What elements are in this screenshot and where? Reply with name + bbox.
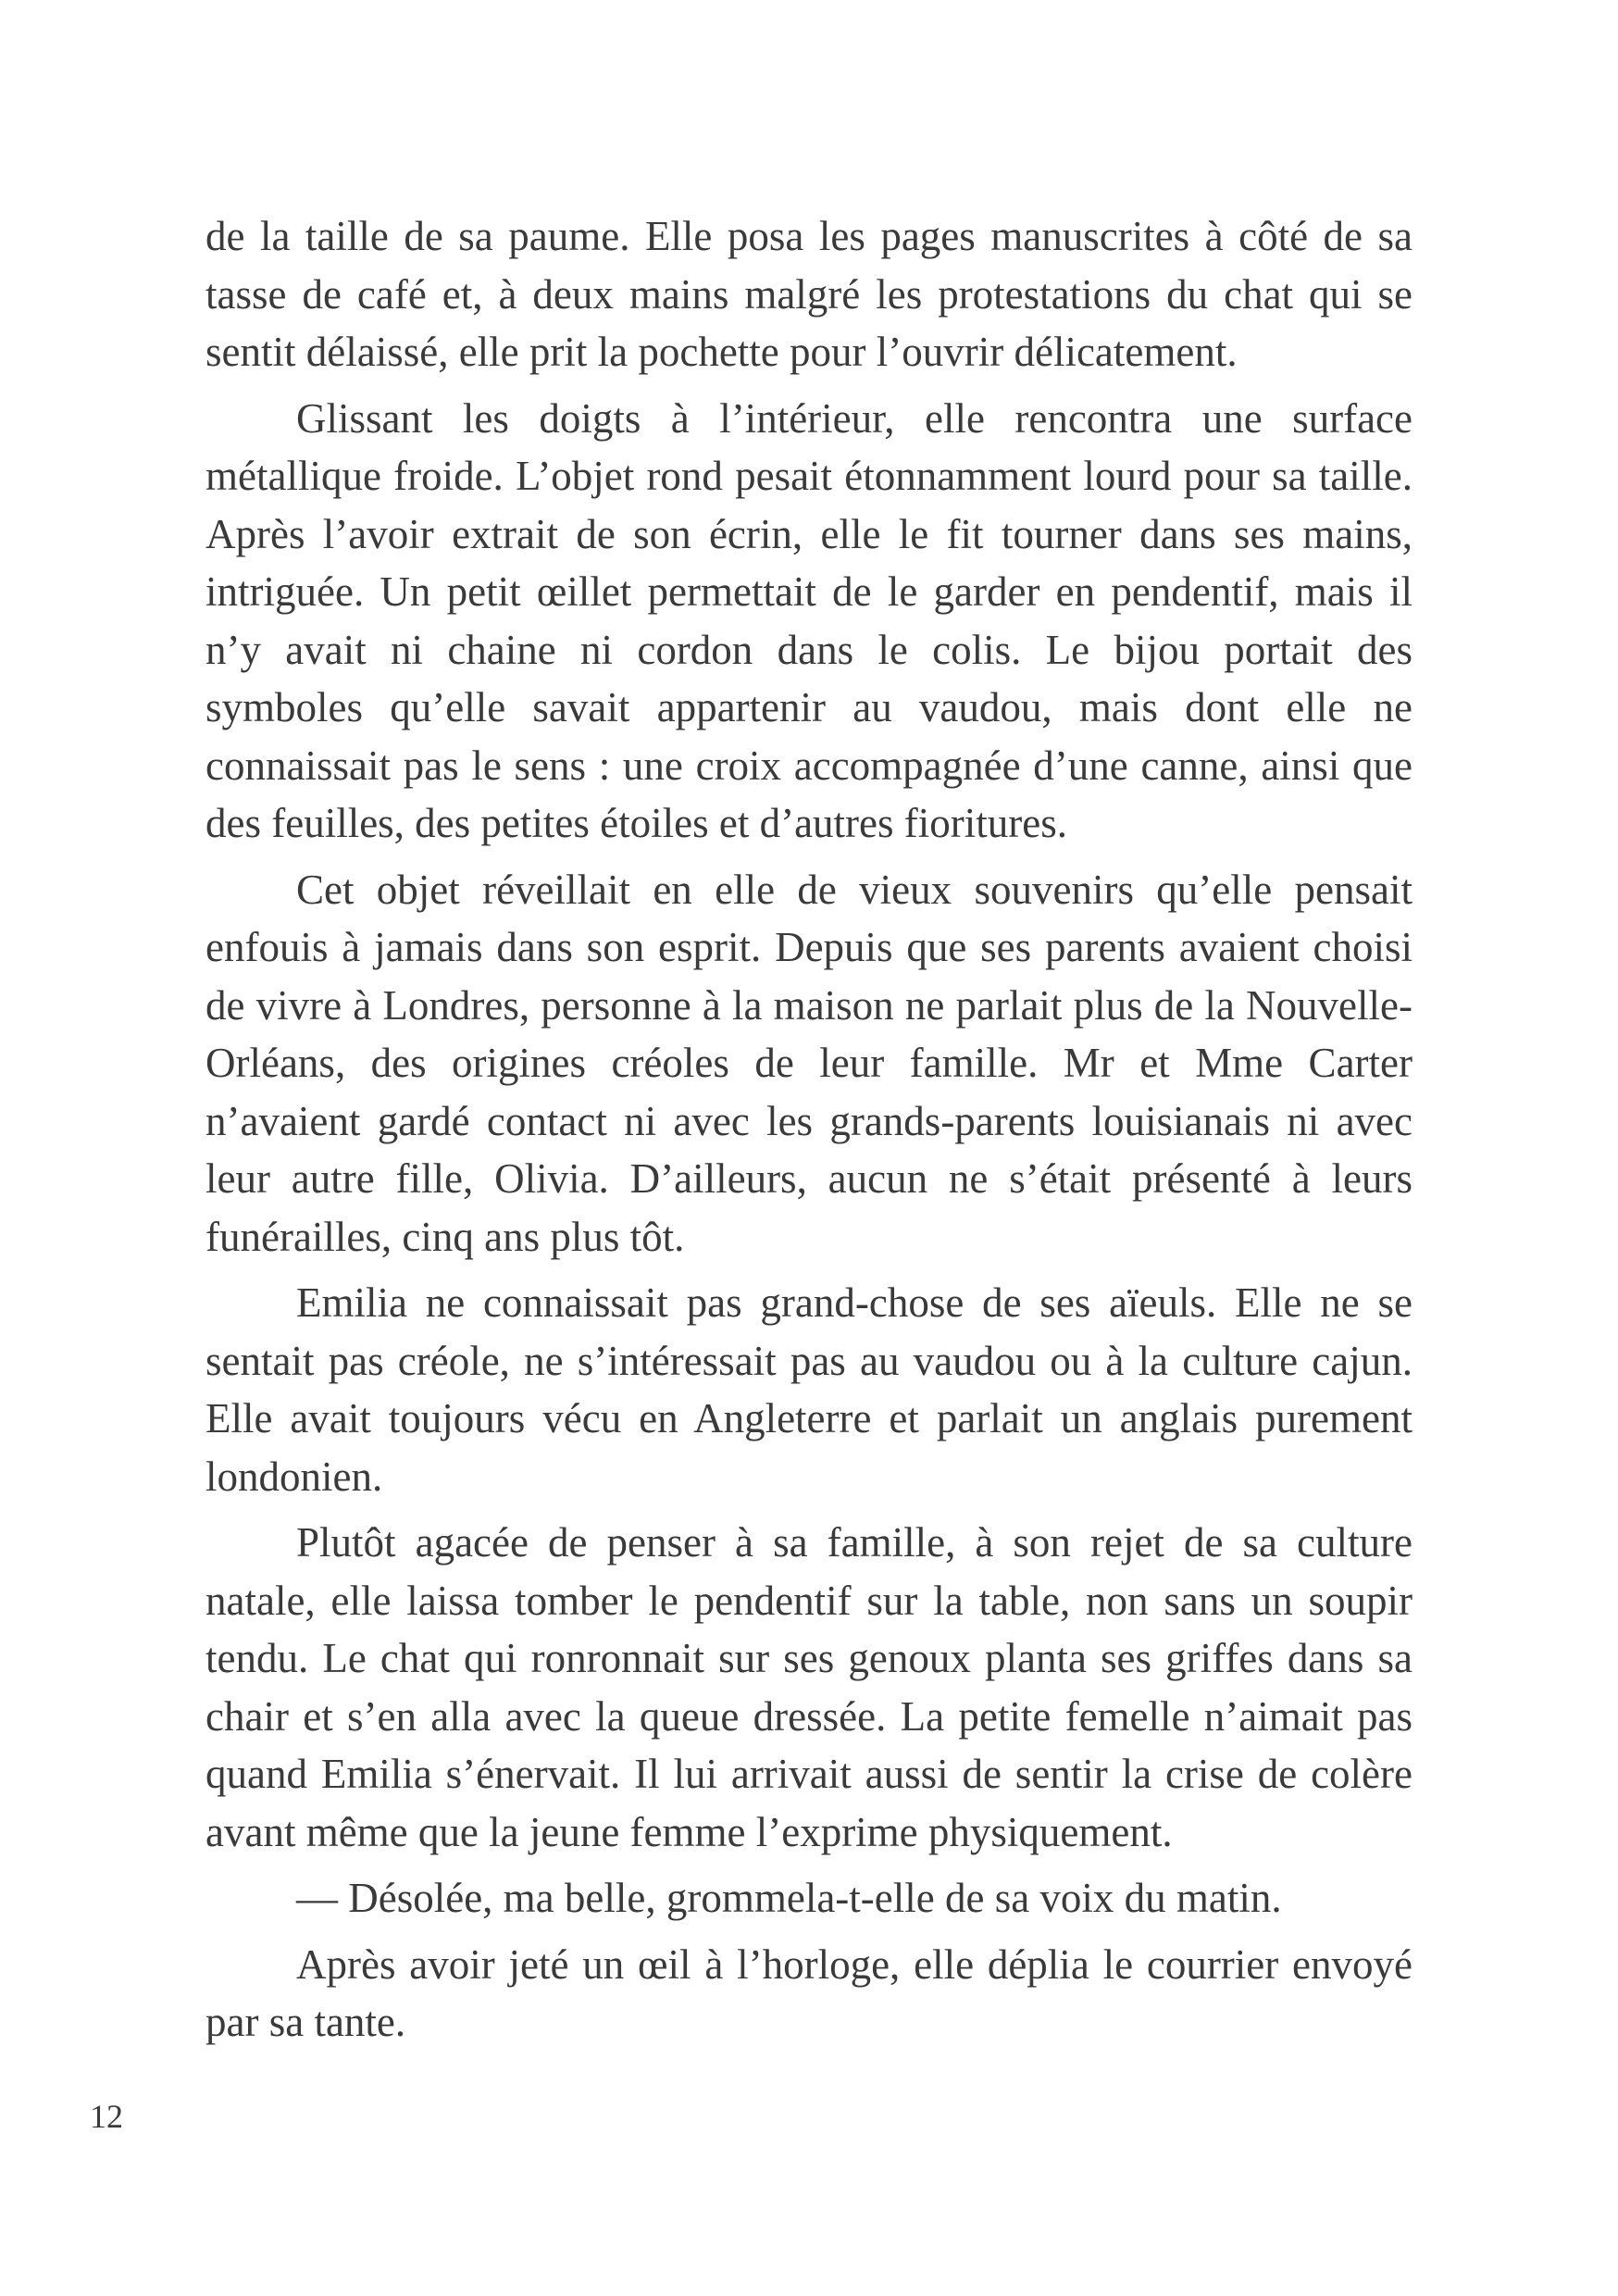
paragraph: Emilia ne connaissait pas grand-chose de ses aïeuls. Elle ne se sentait pas créole, ne s’intéressait pas au vaudou ou à la culture cajun. Elle avait toujours vécu en Angleterre et parlait un anglais purement londonien. xyxy=(205,1279,1413,1500)
paragraph: Glissant les doigts à l’intérieur, elle rencontra une surface métallique froide. L’objet rond pesait étonnamment lourd pour sa taille. Après l’avoir extrait de son écrin, elle le fit tourner dans ses mains, intriguée. Un petit œillet permettait de le garder en pendentif, mais il n’y avait ni chaine ni cordon dans le colis. Le bijou portait des symboles qu’elle savait appartenir au vaudou, mais dont elle ne connaissait pas le sens : une croix accompagnée d’une canne, ainsi que des feuilles, des petites étoiles et d’autres fioritures. xyxy=(205,394,1413,846)
paragraph: Plutôt agacée de penser à sa famille, à son rejet de sa culture natale, elle laissa tomber le pendentif sur la table, non sans un soupir tendu. Le chat qui ronronnait sur ses genoux planta ses griffes dans sa chair et s’en alla avec la queue dressée. La petite femelle n’aimait pas quand Emilia s’énervait. Il lui arrivait aussi de sentir la crise de colère avant même que la jeune femme l’exprime physiquement. xyxy=(205,1519,1413,1855)
page-number: 12 xyxy=(90,2098,123,2135)
body-text xyxy=(205,207,1413,2060)
paragraph: Après avoir jeté un œil à l’horloge, elle déplia le courrier envoyé par sa tante. xyxy=(205,1940,1413,2045)
paragraph: Cet objet réveillait en elle de vieux souvenirs qu’elle pensait enfouis à jamais dans son esprit. Depuis que ses parents avaient choisi de vivre à Londres, personne à la maison ne parlait plus de la Nouvelle-Orléans, des origines créoles de leur famille. Mr et Mme Carter n’avaient gardé contact ni avec les grands-parents louisianais ni avec leur autre fille, Olivia. D’ailleurs, aucun ne s’était présenté à leurs funérailles, cinq ans plus tôt. xyxy=(205,866,1413,1260)
paragraph: de la taille de sa paume. Elle posa les pages manuscrites à côté de sa tasse de café et, à deux mains malgré les protestations du chat qui se sentit délaissé, elle prit la pochette pour l’ouvrir délicatement. xyxy=(205,213,1413,375)
dialogue-line: — Désolée, ma belle, grommela-t-elle de sa voix du matin. xyxy=(296,1875,1282,1921)
